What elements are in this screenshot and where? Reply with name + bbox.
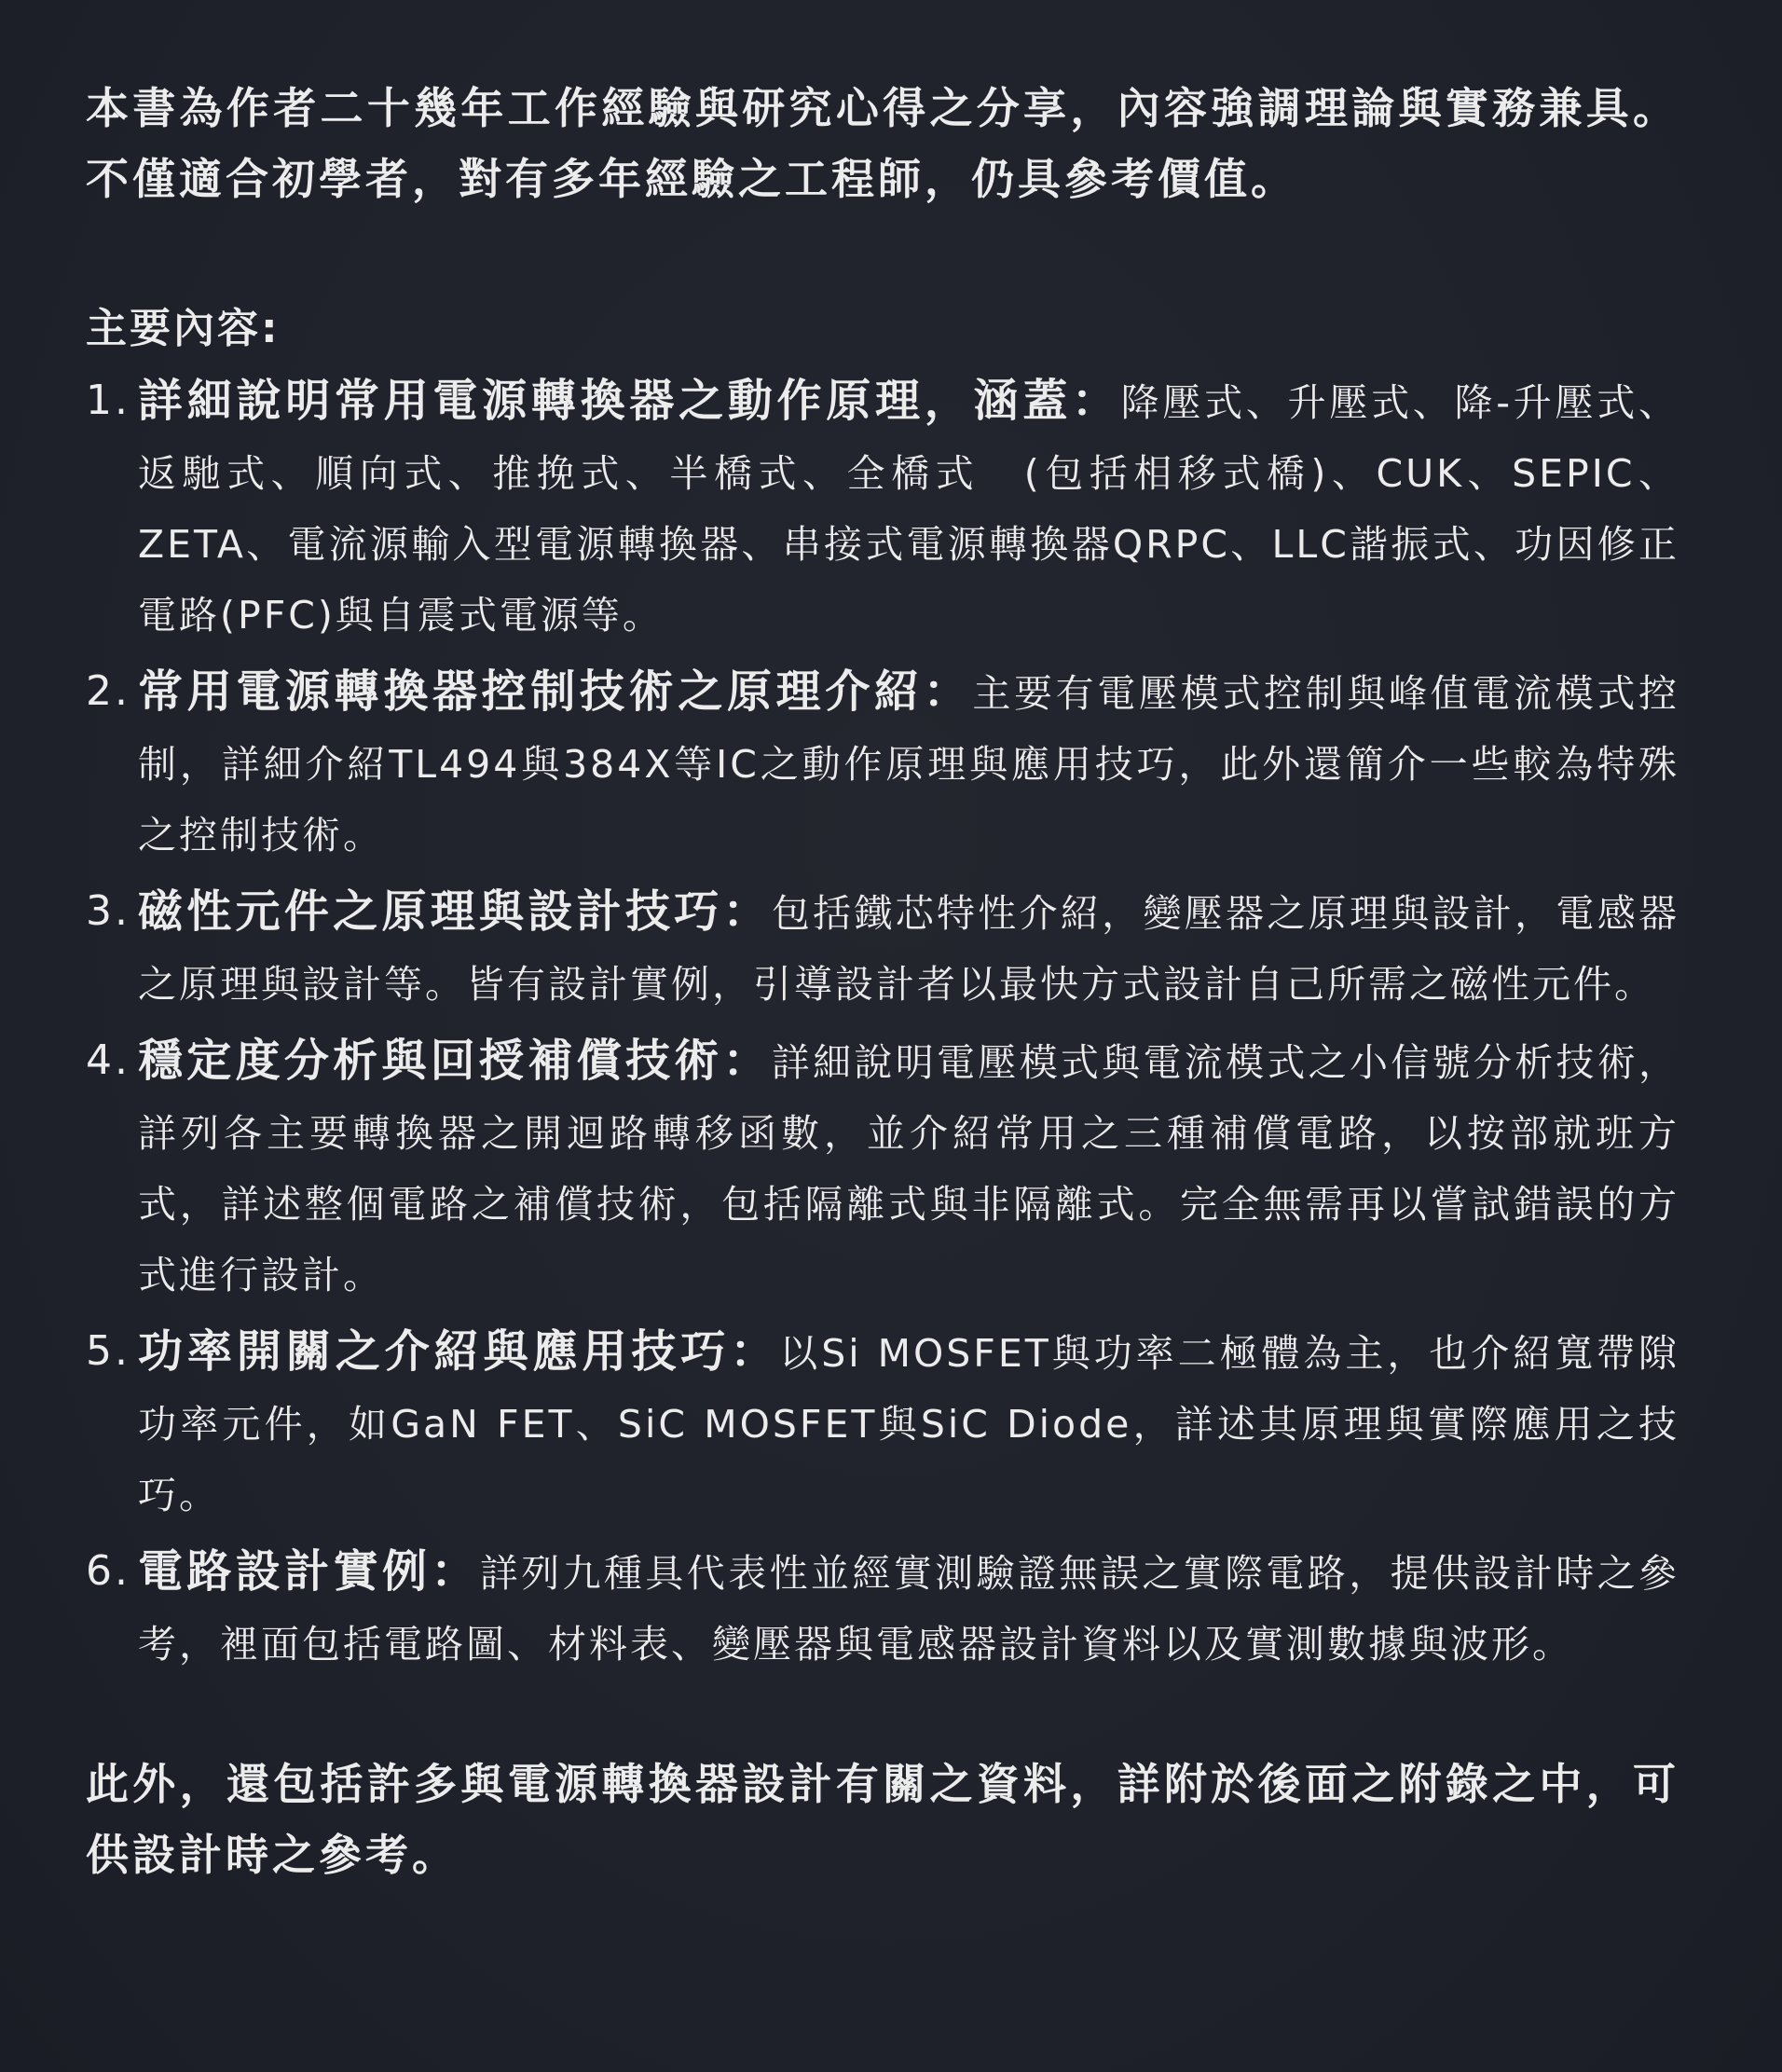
item-body: 降壓式、升壓式、降-升壓式、返馳式、順向式、推挽式、半橋式、全橋式 (包括相移式橋)、CUK、SEPIC、ZETA、電流源輸入型電源轉換器、串接式電源轉換器QRPC、LLC諧振式、功因修正電路(PFC)與自震式電源等。 (138, 380, 1679, 638)
description-text-block (86, 73, 1679, 1890)
item-body: 詳細說明電壓模式與電流模式之小信號分析技術，詳列各主要轉換器之開迴路轉移函數，並介紹常用之三種補償電路，以按部就班方式，詳述整個電路之補償技術，包括隔離式與非隔離式。完全無需再以嘗試錯誤的方式進行設計。 (138, 1040, 1679, 1297)
list-item (86, 876, 1679, 1020)
item-number: 2. (86, 667, 130, 715)
list-item (86, 1536, 1679, 1680)
item-title: 常用電源轉換器控制技術之原理介紹： (138, 666, 973, 718)
intro-paragraph: 本書為作者二十幾年工作經驗與研究心得之分享，內容強調理論與實務兼具。不僅適合初學者，對有多年經驗之工程師，仍具參考價值。 (86, 83, 1679, 204)
content-list (86, 365, 1679, 1680)
list-item (86, 1316, 1679, 1530)
item-title: 功率開關之介紹與應用技巧： (138, 1325, 780, 1378)
main-content-heading: 主要內容: (86, 305, 281, 352)
item-body: 主要有電壓模式控制與峰值電流模式控制，詳細介紹TL494與384X等IC之動作原理與應用技巧，此外還簡介一些較為特殊之控制技術。 (138, 671, 1679, 858)
item-number: 1. (86, 377, 130, 424)
item-title: 電路設計實例： (138, 1545, 480, 1598)
item-body: 以Si MOSFET與功率二極體為主，也介紹寬帶隙功率元件，如GaN FET、SiC MOSFET與SiC Diode，詳述其原理與實際應用之技巧。 (138, 1331, 1679, 1517)
item-title: 穩定度分析與回授補償技術： (138, 1035, 772, 1087)
list-item (86, 1025, 1679, 1310)
item-body: 詳列九種具代表性並經實測驗證無誤之實際電路，提供設計時之參考，裡面包括電路圖、材料表、變壓器與電感器設計資料以及實測數據與波形。 (138, 1551, 1679, 1667)
item-number: 3. (86, 887, 130, 935)
item-number: 6. (86, 1547, 130, 1595)
list-item (86, 656, 1679, 871)
item-number: 5. (86, 1327, 130, 1375)
closing-paragraph: 此外，還包括許多與電源轉換器設計有關之資料，詳附於後面之附錄之中，可供設計時之參考。 (86, 1759, 1679, 1880)
item-title: 磁性元件之原理與設計技巧： (138, 885, 772, 938)
item-title: 詳細說明常用電源轉換器之動作原理，涵蓋： (138, 375, 1121, 427)
list-item (86, 365, 1679, 651)
item-body: 包括鐵芯特性介紹，變壓器之原理與設計，電感器之原理與設計等。皆有設計實例，引導設計者以最快方式設計自己所需之磁性元件。 (138, 891, 1679, 1007)
item-number: 4. (86, 1036, 130, 1084)
